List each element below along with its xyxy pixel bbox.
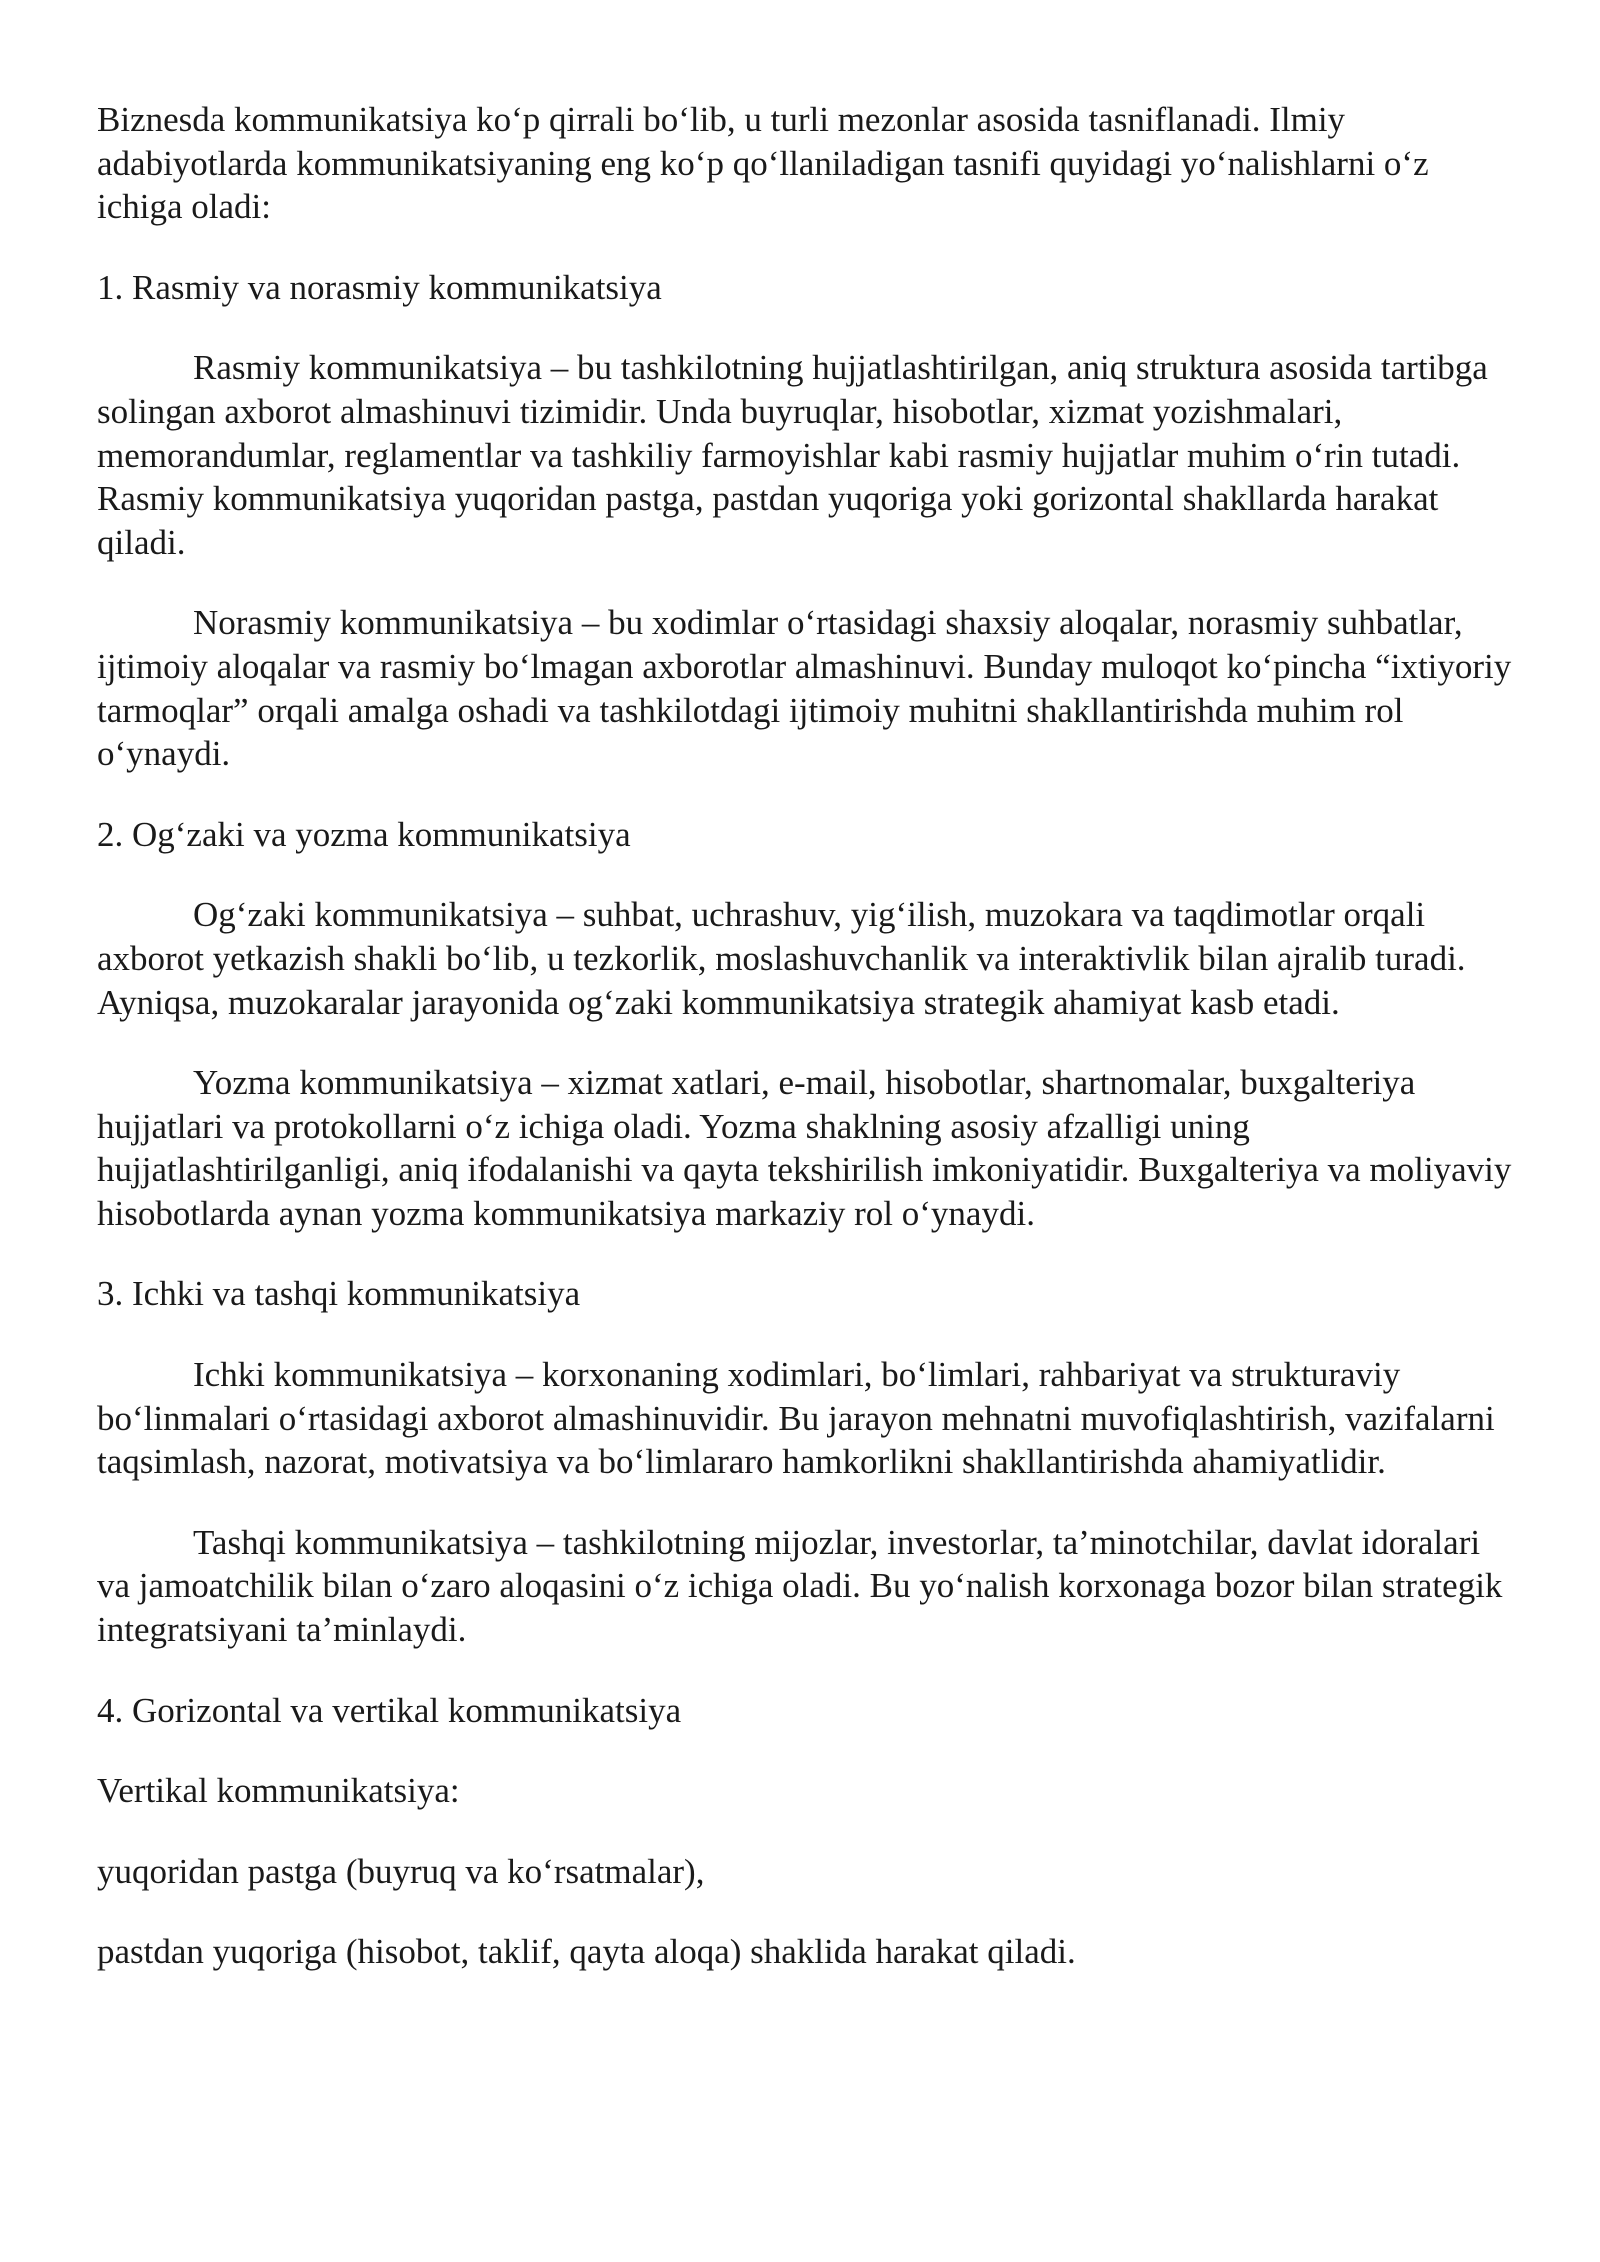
section-2-heading: 2. Og‘zaki va yozma kommunikatsiya (97, 814, 631, 854)
informal-communication-paragraph: Norasmiy kommunikatsiya – bu xodimlar o‘rtasidagi shaxsiy aloqalar, norasmiy suhbatlar, ijtimoiy aloqalar va rasmiy bo‘lmagan axborotlar almashinuvi. Bunday muloqot ko‘pincha “ixtiyoriy tarmoqlar” orqali amalga oshadi va tashkilotdagi ijtimoiy muhitni shakllantirishda muhim rol o‘ynaydi. (97, 603, 1512, 774)
section-4-heading: 4. Gorizontal va vertikal kommunikatsiya (97, 1690, 682, 1730)
internal-communication-paragraph: Ichki kommunikatsiya – korxonaning xodimlari, bo‘limlari, rahbariyat va strukturaviy bo‘linmalari o‘rtasidagi axborot almashinuvidir. Bu jarayon mehnatni muvofiqlashtirish, vazifalarni taqsimlash, nazorat, motivatsiya va bo‘limlararo hamkorlikni shakllantirishda ahamiyatlidir. (97, 1355, 1495, 1482)
vertical-item-bottom-up: pastdan yuqoriga (hisobot, taklif, qayta aloqa) shaklida harakat qiladi. (97, 1932, 1076, 1972)
external-communication-paragraph: Tashqi kommunikatsiya – tashkilotning mijozlar, investorlar, ta’minotchilar, davlat idoralari va jamoatchilik bilan o‘zaro aloqasini o‘z ichiga oladi. Bu yo‘nalish korxonaga bozor bilan strategik integratsiyani ta’minlaydi. (97, 1522, 1503, 1650)
written-communication-paragraph: Yozma kommunikatsiya – xizmat xatlari, e-mail, hisobotlar, shartnomalar, buxgalteriya hujjatlari va protokollarni o‘z ichiga oladi. Yozma shaklning asosiy afzalligi uning hujjatlashtirilganligi, aniq ifodalanishi va qayta tekshirilish imkoniyatidir. Buxgalteriya va moliyaviy hisobotlarda aynan yozma kommunikatsiya markaziy rol o‘ynaydi. (97, 1063, 1512, 1233)
vertical-item-top-down: yuqoridan pastga (buyruq va ko‘rsatmalar), (97, 1851, 705, 1891)
section-3-heading: 3. Ichki va tashqi kommunikatsiya (97, 1274, 581, 1314)
formal-communication-paragraph: Rasmiy kommunikatsiya – bu tashkilotning hujjatlashtirilgan, aniq struktura asosida tartibga solingan axborot almashinuvi tizimidir. Unda buyruqlar, hisobotlar, xizmat yozishmalari, memorandumlar, reglamentlar va tashkiliy farmoyishlar kabi rasmiy hujjatlar muhim o‘rin tutadi. Rasmiy kommunikatsiya yuqoridan pastga, pastdan yuqoriga yoki gorizontal shakllarda harakat qiladi. (97, 348, 1488, 562)
section-1-heading: 1. Rasmiy va norasmiy kommunikatsiya (97, 267, 662, 307)
oral-communication-paragraph: Og‘zaki kommunikatsiya – suhbat, uchrashuv, yig‘ilish, muzokara va taqdimotlar orqali axborot yetkazish shakli bo‘lib, u tezkorlik, moslashuvchanlik va interaktivlik bilan ajralib turadi. Ayniqsa, muzokaralar jarayonida og‘zaki kommunikatsiya strategik ahamiyat kasb etadi. (97, 895, 1466, 1022)
document-page (97, 98, 1517, 2011)
intro-paragraph: Biznesda kommunikatsiya ko‘p qirrali bo‘lib, u turli mezonlar asosida tasniflanadi. Ilmiy adabiyotlarda kommunikatsiyaning eng ko‘p qo‘llaniladigan tasnifi quyidagi yo‘nalishlarni o‘z ichiga oladi: (97, 100, 1429, 227)
vertical-communication-label: Vertikal kommunikatsiya: (97, 1771, 460, 1811)
